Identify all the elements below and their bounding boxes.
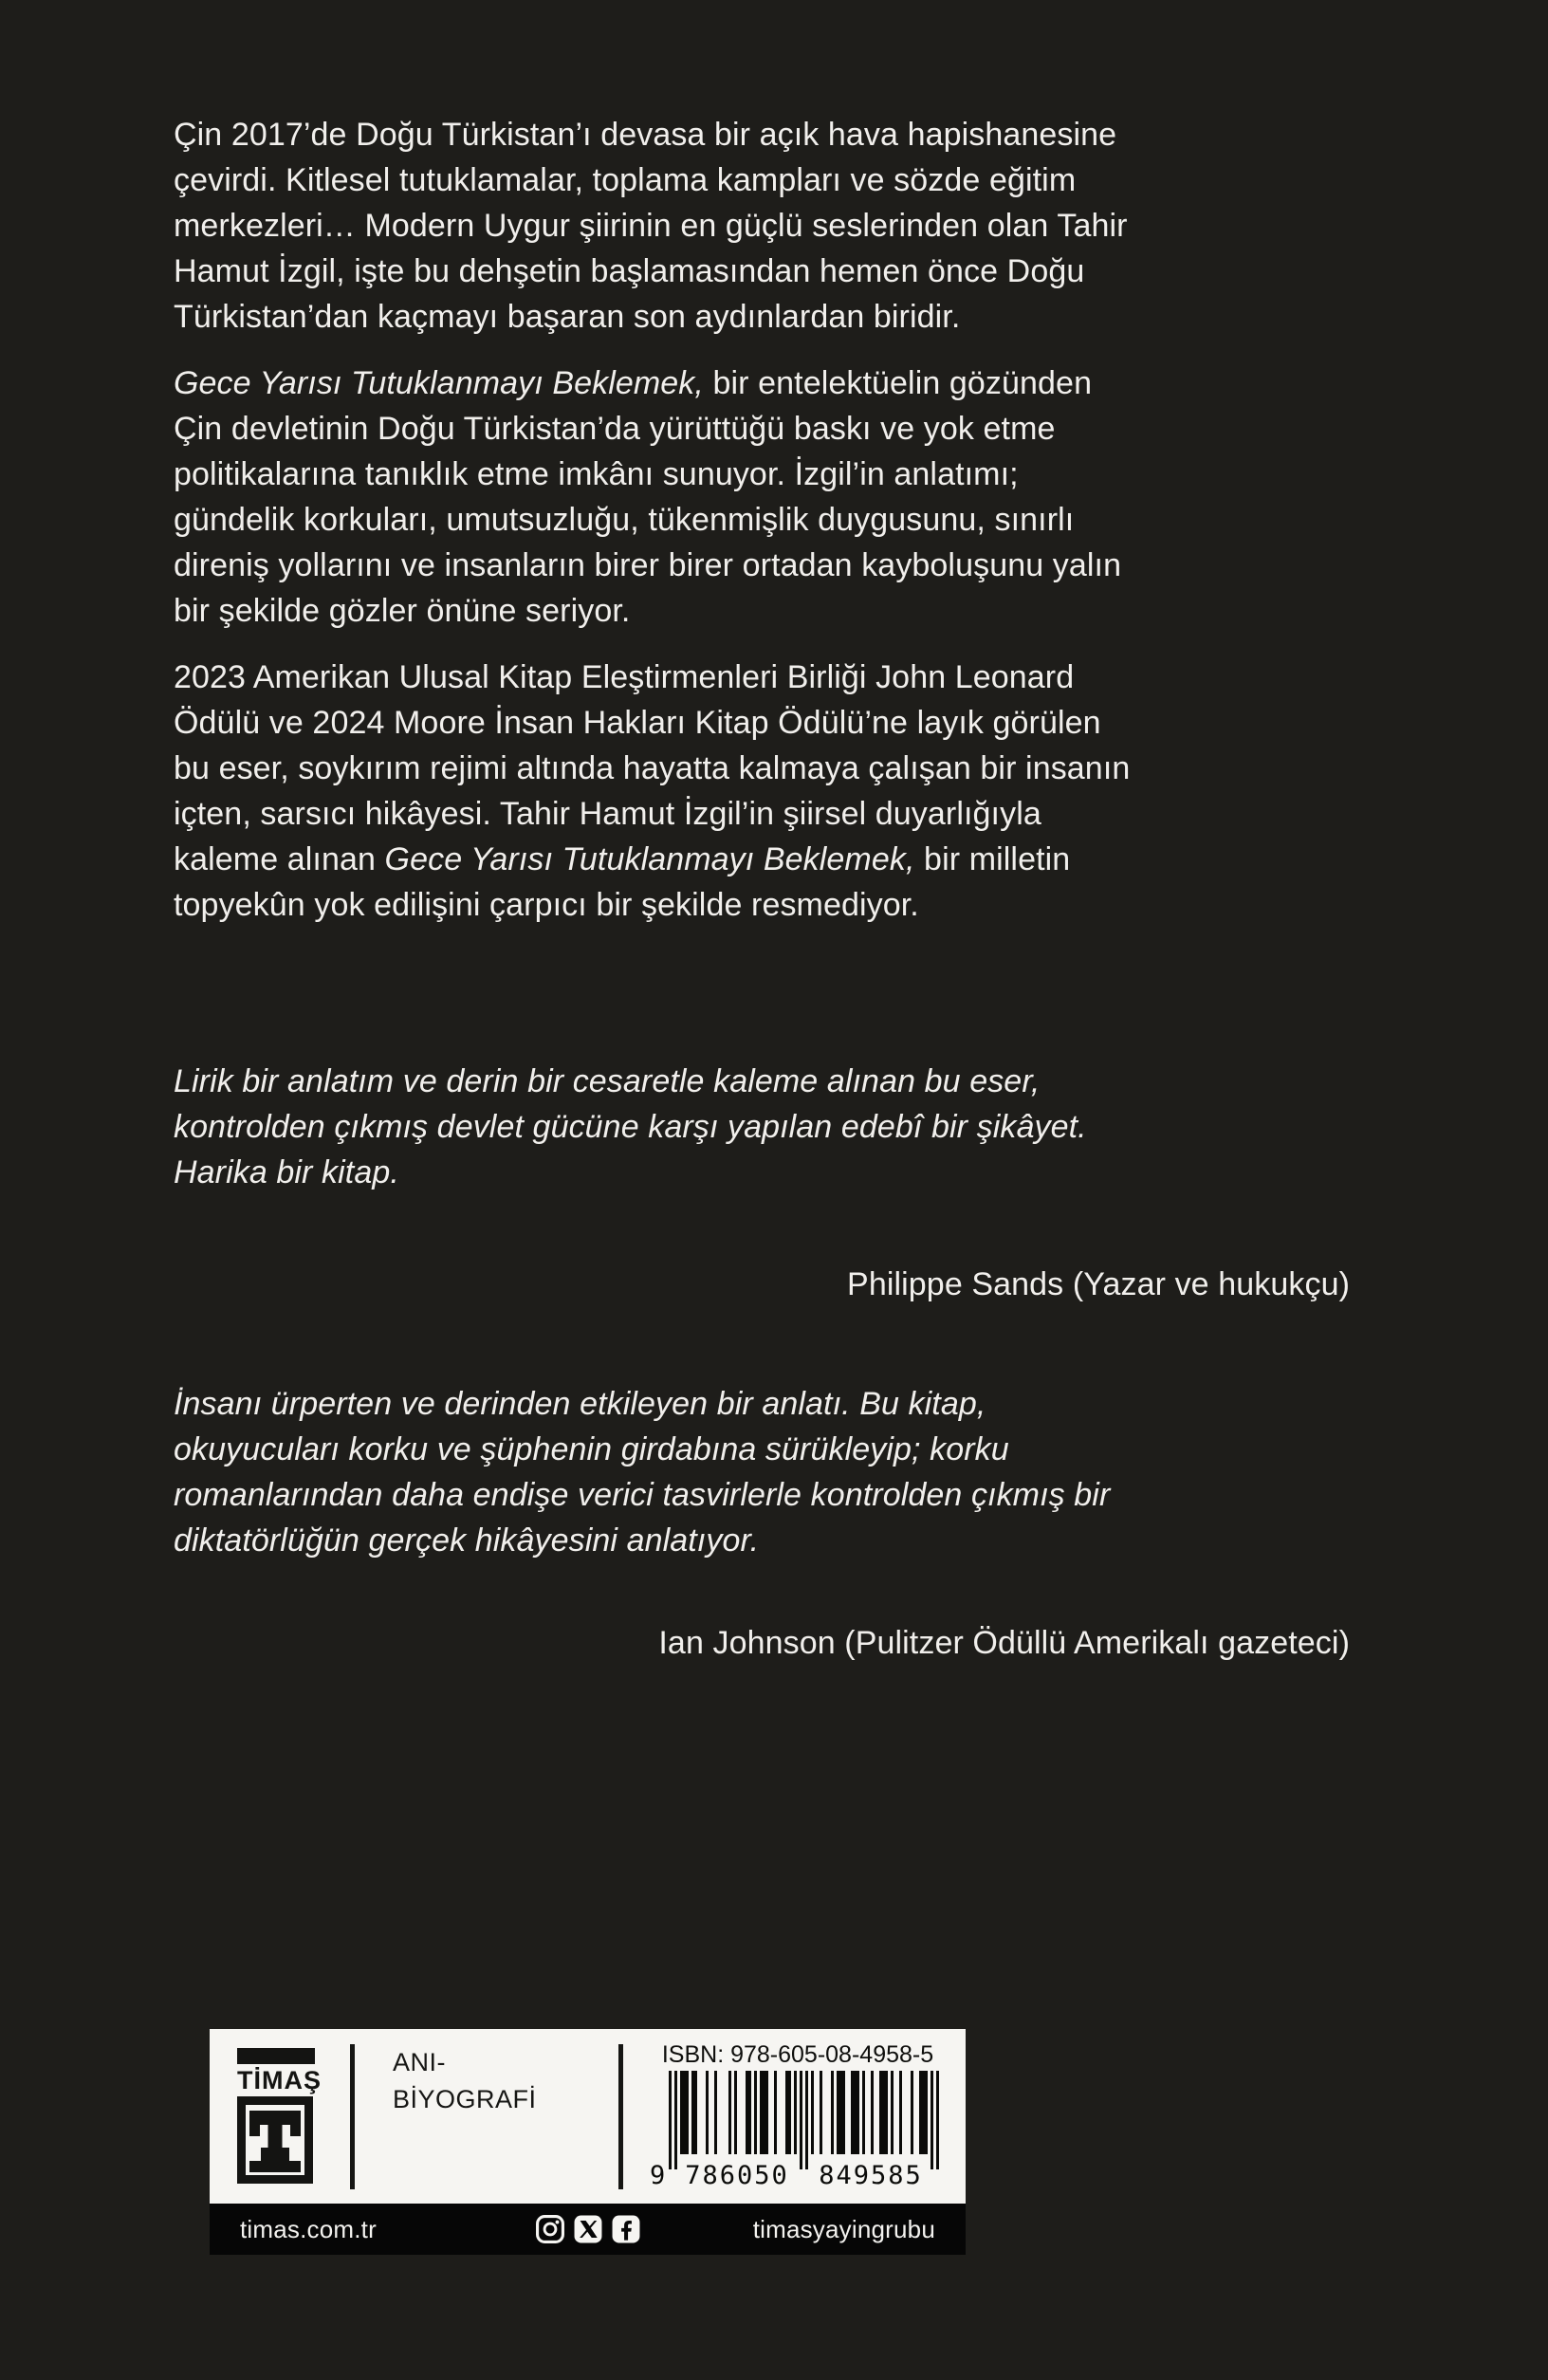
isbn-label: ISBN: 978-605-08-4958-5 <box>661 2041 934 2068</box>
ean13-barcode <box>648 2071 948 2193</box>
text-line: Çin 2017’de Doğu Türkistan’ı devasa bir açık hava hapishanesine <box>174 117 1117 153</box>
book-title-italic: Gece Yarısı Tutuklanmayı Beklemek, <box>384 841 915 877</box>
publisher-footer-strip <box>210 2204 966 2255</box>
isbn-section <box>648 2040 948 2193</box>
text-line: romanlarından daha endişe verici tasvirlerle kontrolden çıkmış bir <box>174 1477 1111 1513</box>
social-icons <box>535 2215 640 2244</box>
text-line: topyekûn yok edilişini çarpıcı bir şekilde resmediyor. <box>174 887 919 923</box>
text-line <box>174 837 1350 882</box>
synopsis-paragraph-3 <box>174 655 1350 928</box>
text-line: gündelik korkuları, umutsuzluğu, tükenmişlik duygusunu, sınırlı <box>174 502 1075 538</box>
publisher-card <box>210 2029 966 2204</box>
text-line: okuyucuları korku ve şüphenin girdabına sürükleyip; korku <box>174 1431 1009 1467</box>
text-line: diktatörlüğün gerçek hikâyesini anlatıyor. <box>174 1522 760 1559</box>
category-label <box>393 2044 537 2118</box>
text-line: 2023 Amerikan Ulusal Kitap Eleştirmenleri Birliği John Leonard <box>174 659 1075 695</box>
text-line: direniş yollarını ve insanların birer birer ortadan kayboluşunu yalın <box>174 547 1122 583</box>
text-line: içten, sarsıcı hikâyesi. Tahir Hamut İzgil’in şiirsel duyarlığıyla <box>174 796 1041 832</box>
text-line: bu eser, soykırım rejimi altında hayatta kalmaya çalışan bir insanın <box>174 750 1131 786</box>
divider <box>350 2044 355 2189</box>
publisher-social-handle: timasyayingrubu <box>752 2214 935 2243</box>
svg-text:849585: 849585 <box>819 2161 923 2188</box>
text-line: kontrolden çıkmış devlet gücüne karşı yapılan edebî bir şikâyet. <box>174 1109 1087 1145</box>
text-line <box>174 360 1350 406</box>
svg-text:786050: 786050 <box>685 2161 789 2188</box>
publisher-website: timas.com.tr <box>240 2214 377 2243</box>
text-line: bir şekilde gözler önüne seriyor. <box>174 593 631 629</box>
synopsis-paragraph-1 <box>174 112 1350 340</box>
text-line: Hamut İzgil, işte bu dehşetin başlamasından hemen önce Doğu <box>174 253 1085 289</box>
quote-attribution-philippe-sands: Philippe Sands (Yazar ve hukukçu) <box>847 1266 1350 1302</box>
text-line: İnsanı ürperten ve derinden etkileyen bir anlatı. Bu kitap, <box>174 1386 986 1422</box>
text-segment: bir entelektüelin gözünden <box>703 365 1093 401</box>
text-line: Harika bir kitap. <box>174 1154 399 1190</box>
text-line: Lirik bir anlatım ve derin bir cesaretle kaleme alınan bu eser, <box>174 1063 1041 1099</box>
category-line: BİYOGRAFİ <box>393 2085 537 2113</box>
text-line: Ödülü ve 2024 Moore İnsan Hakları Kitap Ödülü’ne layık görülen <box>174 705 1101 741</box>
timas-logo-text: TİMAŞ <box>237 2066 322 2094</box>
svg-text:9: 9 <box>650 2161 668 2188</box>
x-icon <box>573 2215 602 2244</box>
review-quote-ian-johnson <box>174 1381 1350 1563</box>
synopsis-paragraph-2 <box>174 360 1350 634</box>
back-cover-text <box>174 112 1350 1666</box>
publisher-block <box>210 2029 966 2255</box>
quote-attribution-ian-johnson: Ian Johnson (Pulitzer Ödüllü Amerikalı gazeteci) <box>658 1625 1350 1661</box>
review-quote-philippe-sands <box>174 1059 1350 1195</box>
timas-logo-mark-icon <box>237 2096 313 2184</box>
text-line: politikalarına tanıklık etme imkânı sunuyor. İzgil’in anlatımı; <box>174 456 1019 492</box>
divider <box>618 2044 623 2189</box>
facebook-icon <box>611 2215 640 2244</box>
text-line: çevirdi. Kitlesel tutuklamalar, toplama kampları ve sözde eğitim <box>174 162 1077 198</box>
category-line: ANI- <box>393 2048 446 2076</box>
text-segment: bir milletin <box>914 841 1071 877</box>
text-line: Türkistan’dan kaçmayı başaran son aydınlardan biridir. <box>174 299 961 335</box>
text-line: Çin devletinin Doğu Türkistan’da yürüttüğü baskı ve yok etme <box>174 411 1056 447</box>
text-line: merkezleri… Modern Uygur şiirinin en güçlü seslerinden olan Tahir <box>174 208 1128 244</box>
book-title-italic: Gece Yarısı Tutuklanmayı Beklemek, <box>174 365 704 401</box>
instagram-icon <box>535 2215 564 2244</box>
timas-logo <box>237 2048 322 2184</box>
timas-logo-bar <box>237 2048 315 2064</box>
text-segment: kaleme alınan <box>174 841 385 877</box>
